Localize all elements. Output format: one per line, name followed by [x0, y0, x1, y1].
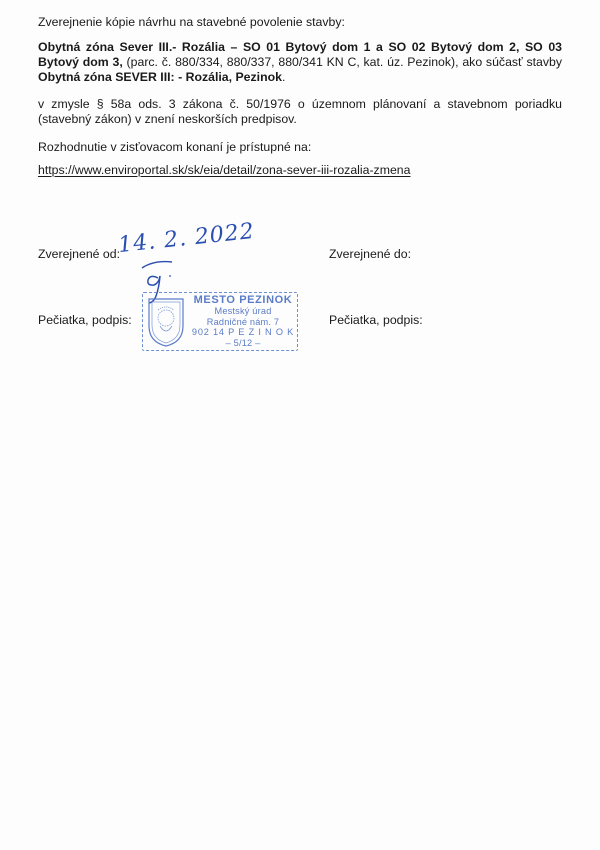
decision-label: Rozhodnutie v zisťovacom konaní je prístupné na:	[38, 140, 312, 154]
parent-project-title: Obytná zóna SEVER III: - Rozália, Pezinok	[38, 70, 282, 84]
stamp-address: Radničné nám. 7	[206, 316, 280, 327]
official-stamp	[142, 292, 298, 351]
stamp-signature-label-right: Pečiatka, podpis:	[329, 313, 423, 327]
stamp-postal-city: 902 14 P E Z I N O K	[191, 327, 295, 338]
project-title-bold: Obytná zóna Sever III.- Rozália – SO 01 Bytový dom 1 a SO 02 Bytový dom 2, SO 03 Bytový dom 3,	[38, 40, 562, 69]
stamp-signature-label-left: Pečiatka, podpis:	[38, 313, 132, 327]
published-from-handwritten-date: 14. 2. 2022	[117, 218, 256, 259]
coat-of-arms-icon	[146, 296, 186, 348]
stamp-text	[189, 294, 297, 348]
published-from-label: Zverejnené od:	[38, 247, 121, 261]
project-end-punct: .	[281, 70, 286, 84]
stamp-office: Mestský úrad	[214, 306, 272, 316]
intro-text: Zverejnenie kópie návrhu na stavebné povolenie stavby:	[38, 15, 345, 29]
parcel-details: (parc. č. 880/334, 880/337, 880/341 KN C, kat. úz. Pezinok), ako súčasť stavby	[122, 55, 562, 69]
legal-basis-text: v zmysle § 58a ods. 3 zákona č. 50/1976 o územnom plánovaní a stavebnom poriadku (stavebný zákon) v znení neskorších predpisov.	[38, 97, 562, 126]
published-to-label: Zverejnené do:	[329, 247, 412, 261]
project-description	[38, 40, 562, 85]
stamp-number: – 5/12 –	[225, 337, 261, 348]
decision-url-link[interactable]: https://www.enviroportal.sk/sk/eia/detail/zona-sever-iii-rozalia-zmena	[38, 163, 411, 177]
stamp-title: MESTO PEZINOK	[193, 294, 293, 306]
